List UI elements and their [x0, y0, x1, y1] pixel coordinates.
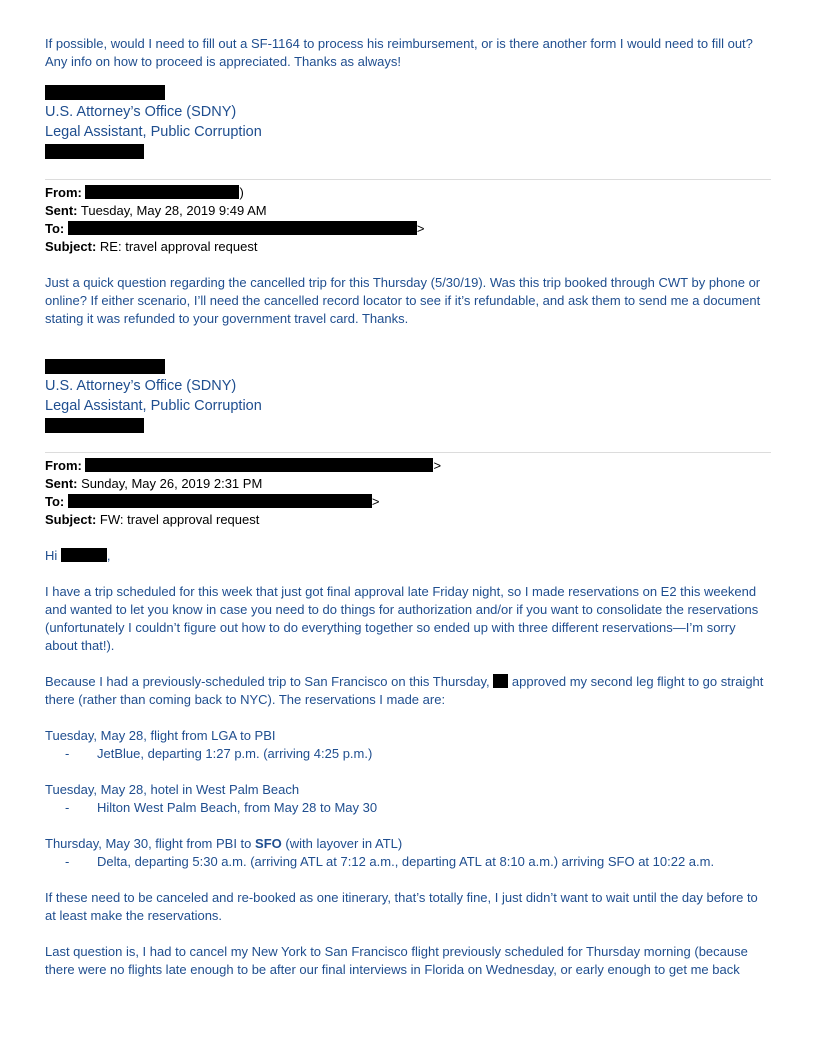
- intro-paragraph: If possible, would I need to fill out a SF-1164 to process his reimbursement, or is there another form I would need to fill out? Any info on how to proceed is appreciated. Thanks as always!: [45, 36, 753, 69]
- subject-line: [45, 511, 771, 529]
- sent-label: Sent:: [45, 203, 78, 218]
- from-line: [45, 184, 771, 202]
- body-paragraph: Last question is, I had to cancel my New York to San Francisco flight previously scheduled for Thursday morning (because there were no flights late enough to be after our final interviews in Florida on Wednesday, or early enough to get me back: [45, 944, 748, 977]
- reservation-details: [45, 799, 771, 817]
- reservation-title-text: (with layover in ATL): [285, 836, 403, 851]
- reservation-title-destination: SFO: [255, 836, 282, 851]
- body-paragraph: I have a trip scheduled for this week that just got final approval late Friday night, so I made reservations on E2 this weekend and wanted to let you know in case you need to do things for authorization and/or if you want to consolidate the reservations (unfortunately I couldn’t figure out how to do everything together so ended up with three different reservations—I’m sorry about that!).: [45, 584, 759, 653]
- redacted-contact: [45, 144, 144, 159]
- reservation-detail: - Hilton West Palm Beach, from May 28 to May 30: [45, 799, 771, 817]
- email-header: [45, 457, 771, 529]
- signature-office: U.S. Attorney’s Office (SDNY): [45, 104, 237, 120]
- email-document: [45, 35, 771, 979]
- redacted-recipient-name: [61, 548, 107, 562]
- body-paragraph: [45, 673, 771, 709]
- redacted-approver: [493, 674, 508, 688]
- signature-title: Legal Assistant, Public Corruption: [45, 398, 262, 414]
- subject-value: FW: travel approval request: [99, 512, 260, 527]
- sent-line: [45, 202, 771, 220]
- reservation-title: Tuesday, May 28, flight from LGA to PBI: [45, 728, 276, 743]
- from-suffix: >: [433, 458, 442, 473]
- redacted-sender: [85, 185, 239, 199]
- subject-value: RE: travel approval request: [99, 239, 258, 254]
- subject-line: [45, 238, 771, 256]
- paragraph-text: approved my second leg flight to go straight there (rather than coming back to NYC). The reservations I made are:: [45, 674, 764, 707]
- sent-value: Tuesday, May 28, 2019 9:49 AM: [80, 203, 267, 218]
- body-paragraph: If these need to be canceled and re-booked as one itinerary, that’s totally fine, I just didn’t want to wait until the day before to at least make the reservations.: [45, 890, 758, 923]
- paragraph-text: Because I had a previously-scheduled trip to San Francisco on this Thursday,: [45, 674, 490, 689]
- reservation-detail: - JetBlue, departing 1:27 p.m. (arriving 4:25 p.m.): [45, 745, 771, 763]
- separator-line: [45, 452, 771, 453]
- greeting-word: Hi: [45, 548, 58, 563]
- email-header: [45, 184, 771, 256]
- email-body: Just a quick question regarding the cancelled trip for this Thursday (5/30/19). Was this trip booked through CWT by phone or online? If either scenario, I’ll need the cancelled record locator to see if it’s refundable, and ask them to send me a document stating it was refunded to your government travel card. Thanks.: [45, 275, 761, 326]
- signature-block: [45, 359, 771, 433]
- signature-block: [45, 85, 771, 159]
- subject-label: Subject:: [45, 239, 97, 254]
- to-suffix: >: [371, 494, 380, 509]
- to-suffix: >: [416, 221, 425, 236]
- reservation-title: Tuesday, May 28, hotel in West Palm Beach: [45, 782, 300, 797]
- reservation-item: [45, 727, 771, 763]
- reservation-details: [45, 853, 771, 871]
- redacted-sender: [85, 458, 433, 472]
- reservation-item: [45, 781, 771, 817]
- reservation-title: [45, 835, 771, 853]
- signature-title: Legal Assistant, Public Corruption: [45, 124, 262, 140]
- from-suffix: ): [239, 185, 244, 200]
- signature-office: U.S. Attorney’s Office (SDNY): [45, 378, 237, 394]
- to-label: To:: [45, 221, 65, 236]
- separator-line: [45, 179, 771, 180]
- redacted-contact: [45, 418, 144, 433]
- reservation-title-text: Thursday, May 30, flight from PBI to: [45, 836, 252, 851]
- reservation-detail: - Delta, departing 5:30 a.m. (arriving ATL at 7:12 a.m., departing ATL at 8:10 a.m.) arriving SFO at 10:22 a.m.: [45, 853, 771, 871]
- reservation-details: [45, 745, 771, 763]
- reservation-item: [45, 835, 771, 871]
- subject-label: Subject:: [45, 512, 97, 527]
- to-line: [45, 493, 771, 511]
- from-label: From:: [45, 185, 82, 200]
- redacted-name: [45, 359, 165, 374]
- greeting-suffix: ,: [106, 548, 111, 563]
- from-line: [45, 457, 771, 475]
- redacted-recipient: [68, 494, 372, 508]
- sent-line: [45, 475, 771, 493]
- to-label: To:: [45, 494, 65, 509]
- sent-label: Sent:: [45, 476, 78, 491]
- sent-value: Sunday, May 26, 2019 2:31 PM: [81, 476, 263, 491]
- redacted-recipient: [68, 221, 417, 235]
- redacted-name: [45, 85, 165, 100]
- to-line: [45, 220, 771, 238]
- from-label: From:: [45, 458, 82, 473]
- greeting: [45, 547, 771, 565]
